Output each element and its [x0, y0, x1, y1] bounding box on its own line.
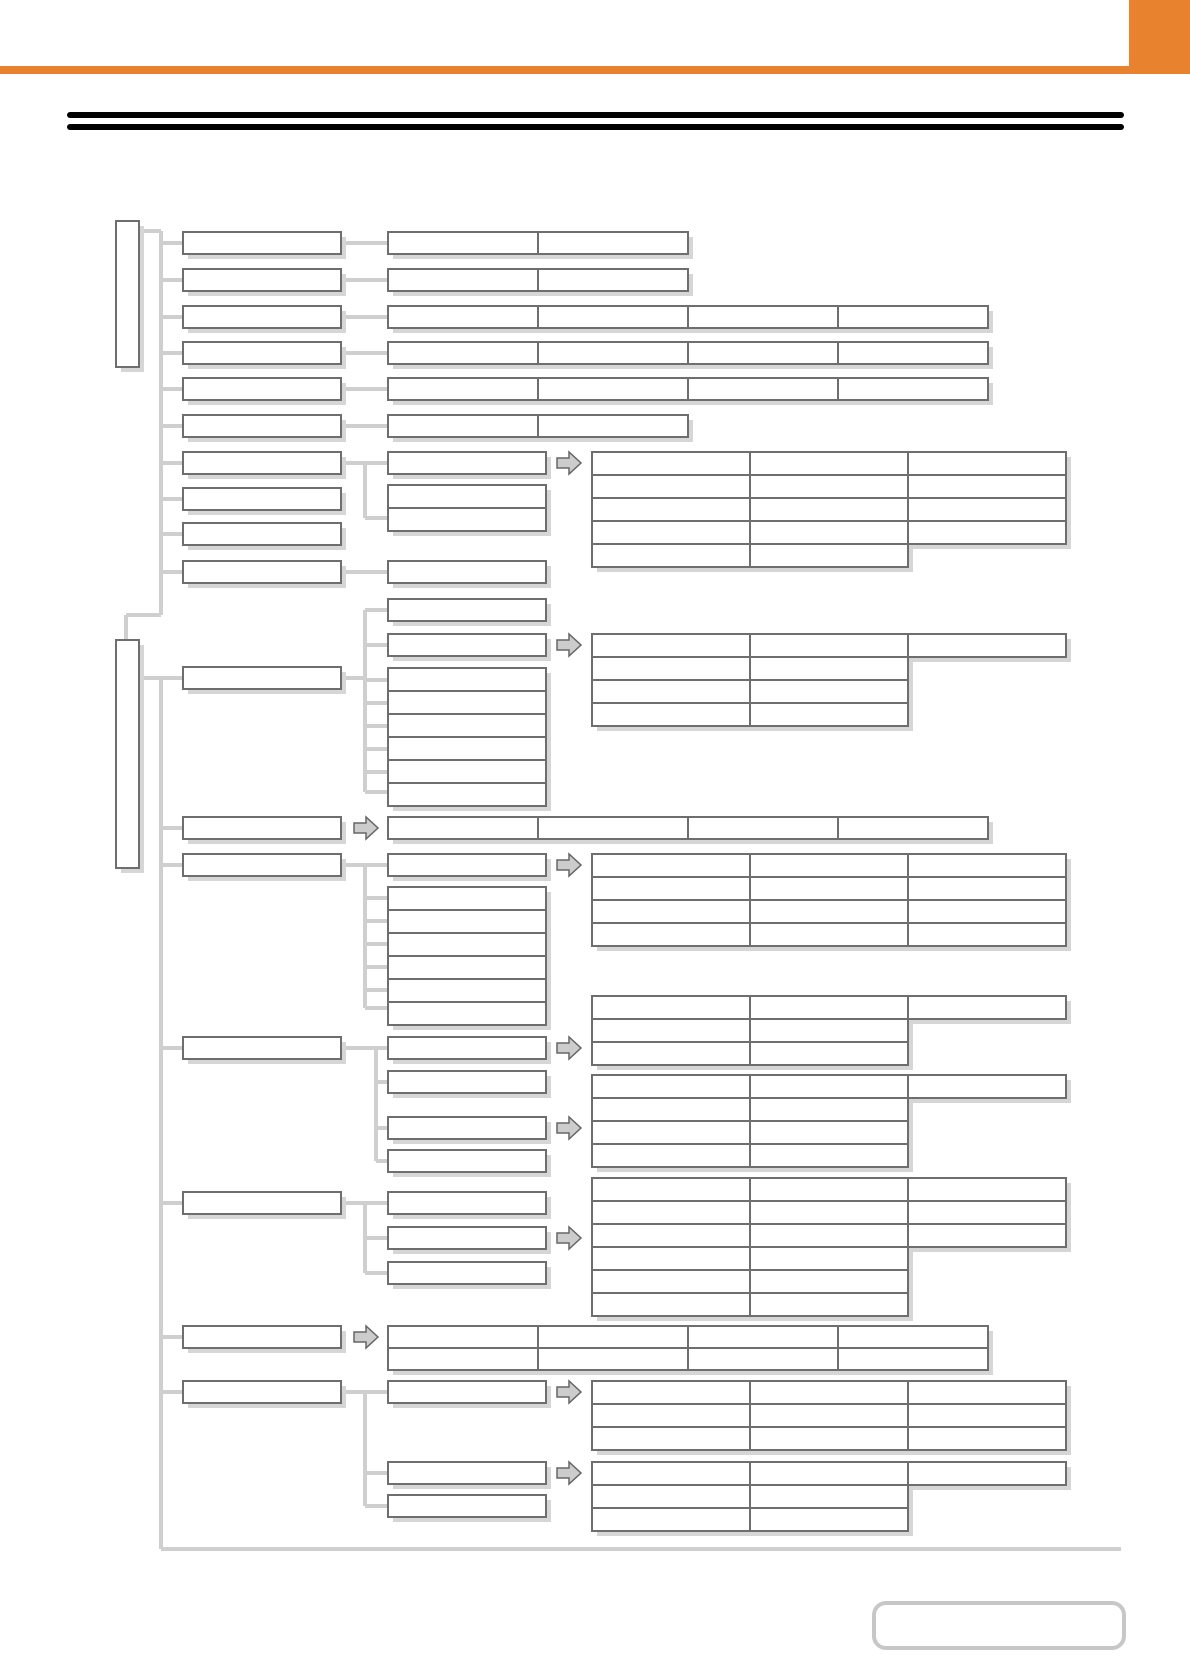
option-cell: [750, 1427, 908, 1450]
setting-row: [388, 415, 538, 437]
option-cell: [750, 877, 908, 900]
option-cell: [592, 1270, 750, 1293]
option-cell: [750, 1270, 908, 1293]
sub-node: [388, 1117, 546, 1139]
sub-node: [388, 956, 546, 979]
option-cell: [592, 1381, 750, 1404]
option-cell: [592, 900, 750, 923]
option-cell: [908, 1462, 1066, 1485]
option-cell: [750, 854, 908, 877]
option-cell: [592, 1485, 750, 1508]
sub-node: [388, 508, 546, 531]
setting-row: [688, 1348, 838, 1370]
option-cell: [592, 657, 750, 680]
option-cell: [592, 1098, 750, 1121]
option-cell: [908, 923, 1066, 946]
sub-node: [388, 485, 546, 508]
setting-row: [538, 342, 688, 364]
option-cell: [592, 475, 750, 498]
option-cell: [750, 1098, 908, 1121]
setting-row: [838, 378, 988, 400]
right-arrow-icon: [354, 817, 378, 839]
option-cell: [908, 996, 1066, 1019]
sub-node: [388, 1002, 546, 1025]
contents-button[interactable]: [872, 1601, 1126, 1650]
sub-node: [388, 933, 546, 956]
option-cell: [592, 996, 750, 1019]
option-cell: [908, 1427, 1066, 1450]
option-cell: [592, 703, 750, 726]
branch-node: [183, 1037, 341, 1059]
option-cell: [750, 1462, 908, 1485]
option-cell: [592, 1178, 750, 1201]
option-cell: [908, 498, 1066, 521]
option-cell: [592, 498, 750, 521]
branch-node: [183, 415, 341, 437]
right-arrow-icon: [557, 634, 581, 656]
option-cell: [750, 634, 908, 657]
branch-node: [183, 452, 341, 474]
option-cell: [750, 1075, 908, 1098]
setting-row: [688, 306, 838, 328]
option-cell: [908, 1178, 1066, 1201]
option-cell: [750, 900, 908, 923]
sub-node: [388, 714, 546, 737]
option-cell: [592, 1404, 750, 1427]
setting-row: [838, 1326, 988, 1348]
option-cell: [908, 1381, 1066, 1404]
option-cell: [592, 680, 750, 703]
option-cell: [750, 703, 908, 726]
option-cell: [750, 1247, 908, 1270]
sub-node: [388, 1381, 546, 1403]
sub-node: [388, 783, 546, 806]
option-cell: [592, 1224, 750, 1247]
sub-node: [388, 634, 546, 656]
option-cell: [908, 634, 1066, 657]
option-cell: [908, 452, 1066, 475]
option-cell: [592, 1508, 750, 1531]
setting-row: [538, 817, 688, 839]
sub-node: [388, 1462, 546, 1484]
right-arrow-icon: [557, 1227, 581, 1249]
right-arrow-icon: [354, 1326, 378, 1348]
option-cell: [908, 475, 1066, 498]
setting-row: [388, 817, 538, 839]
option-cell: [592, 1462, 750, 1485]
setting-row: [688, 1326, 838, 1348]
branch-node: [183, 269, 341, 291]
setting-row: [688, 378, 838, 400]
option-cell: [592, 634, 750, 657]
option-cell: [750, 1019, 908, 1042]
setting-row: [538, 269, 688, 291]
sub-node: [388, 887, 546, 910]
option-cell: [750, 1144, 908, 1167]
setting-row: [688, 342, 838, 364]
option-cell: [750, 452, 908, 475]
option-cell: [750, 1485, 908, 1508]
sub-node: [388, 854, 546, 876]
option-cell: [908, 877, 1066, 900]
option-cell: [592, 1144, 750, 1167]
branch-node: [183, 854, 341, 876]
right-arrow-icon: [557, 1037, 581, 1059]
sub-node: [388, 1262, 546, 1284]
option-cell: [908, 521, 1066, 544]
option-cell: [750, 1404, 908, 1427]
branch-node: [183, 1192, 341, 1214]
branch-node: [183, 488, 341, 510]
option-cell: [750, 544, 908, 567]
sub-node: [388, 599, 546, 621]
option-cell: [908, 1075, 1066, 1098]
sub-node: [388, 691, 546, 714]
right-arrow-icon: [557, 1381, 581, 1403]
right-arrow-icon: [557, 854, 581, 876]
option-cell: [592, 1075, 750, 1098]
branch-node: [183, 232, 341, 254]
option-cell: [592, 1293, 750, 1316]
root-node: [116, 221, 139, 367]
option-cell: [750, 1121, 908, 1144]
setting-row: [538, 232, 688, 254]
setting-row: [388, 306, 538, 328]
branch-node: [183, 1326, 341, 1348]
option-cell: [908, 900, 1066, 923]
option-cell: [750, 521, 908, 544]
setting-row: [388, 342, 538, 364]
branch-node: [183, 306, 341, 328]
setting-row: [838, 342, 988, 364]
option-cell: [592, 452, 750, 475]
option-cell: [908, 1201, 1066, 1224]
root-node: [116, 640, 139, 868]
option-cell: [908, 854, 1066, 877]
option-cell: [592, 1019, 750, 1042]
option-cell: [592, 1042, 750, 1065]
option-cell: [750, 1042, 908, 1065]
branch-node: [183, 561, 341, 583]
sub-node: [388, 561, 546, 583]
option-cell: [750, 1381, 908, 1404]
sub-node: [388, 452, 546, 474]
setting-row: [838, 817, 988, 839]
sub-node: [388, 1071, 546, 1093]
setting-row: [538, 1326, 688, 1348]
sub-node: [388, 737, 546, 760]
option-cell: [592, 1427, 750, 1450]
option-cell: [750, 1508, 908, 1531]
sub-node: [388, 1495, 546, 1517]
option-cell: [908, 1404, 1066, 1427]
right-arrow-icon: [557, 452, 581, 474]
sub-node: [388, 979, 546, 1002]
setting-row: [538, 1348, 688, 1370]
branch-node: [183, 378, 341, 400]
option-cell: [592, 1247, 750, 1270]
option-cell: [750, 1224, 908, 1247]
sub-node: [388, 1150, 546, 1172]
option-cell: [592, 1201, 750, 1224]
setting-row: [388, 232, 538, 254]
sub-node: [388, 668, 546, 691]
setting-row: [388, 1326, 538, 1348]
option-cell: [750, 657, 908, 680]
branch-node: [183, 1381, 341, 1403]
sub-node: [388, 760, 546, 783]
setting-row: [388, 269, 538, 291]
option-cell: [592, 923, 750, 946]
branch-node: [183, 667, 341, 689]
option-cell: [750, 923, 908, 946]
option-cell: [750, 1201, 908, 1224]
option-cell: [592, 1121, 750, 1144]
option-cell: [750, 680, 908, 703]
branch-node: [183, 523, 341, 545]
branch-node: [183, 817, 341, 839]
option-cell: [750, 475, 908, 498]
sub-node: [388, 1227, 546, 1249]
option-cell: [750, 1293, 908, 1316]
option-cell: [908, 1224, 1066, 1247]
branch-node: [183, 342, 341, 364]
option-cell: [592, 854, 750, 877]
sub-node: [388, 1192, 546, 1214]
option-cell: [750, 498, 908, 521]
right-arrow-icon: [557, 1462, 581, 1484]
option-cell: [750, 1178, 908, 1201]
setting-row: [538, 306, 688, 328]
setting-row: [838, 306, 988, 328]
sub-node: [388, 1037, 546, 1059]
right-arrow-icon: [557, 1117, 581, 1139]
setting-row: [688, 817, 838, 839]
setting-row: [388, 1348, 538, 1370]
setting-row: [838, 1348, 988, 1370]
option-cell: [592, 521, 750, 544]
setting-row: [538, 415, 688, 437]
option-cell: [750, 996, 908, 1019]
setting-row: [388, 378, 538, 400]
sub-node: [388, 910, 546, 933]
setting-row: [538, 378, 688, 400]
option-cell: [592, 877, 750, 900]
option-cell: [592, 544, 750, 567]
